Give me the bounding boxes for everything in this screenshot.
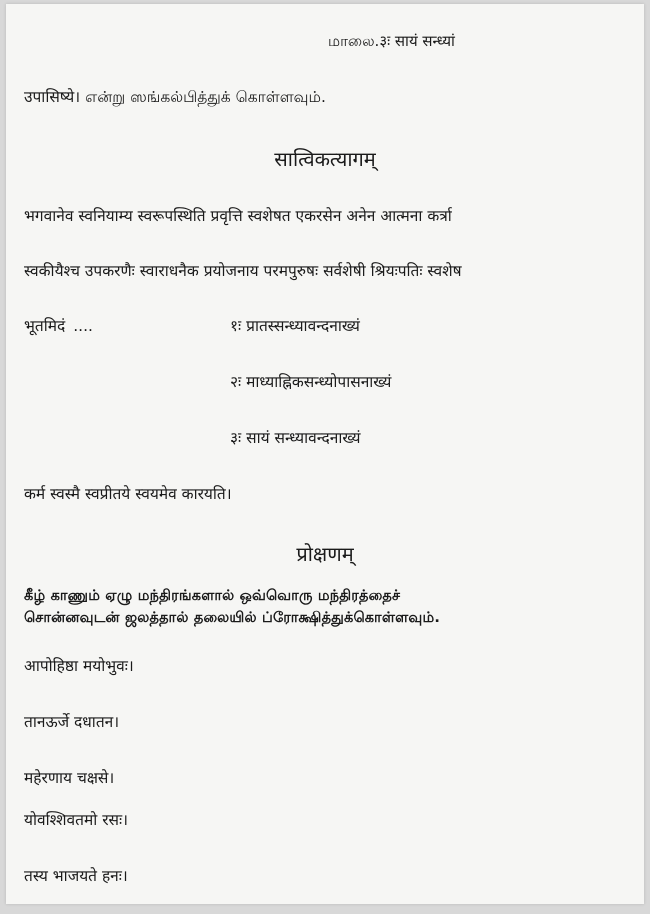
mantra-line: तानऊर्जे दधातन। — [24, 713, 120, 731]
option-midday: २ः माध्याह्निकसन्ध्योपासनाख्यं — [230, 373, 392, 391]
section-heading-satvikatyagam: सात्विकत्यागम् — [274, 147, 376, 171]
document-page — [6, 4, 644, 904]
body-line-3 — [24, 317, 93, 336]
closing-line: कर्म स्वस्मै स्वप्रीतये स्वयमेव कारयति। — [24, 485, 232, 503]
mantra-line: आपोहिष्ठा मयोभुवः। — [24, 657, 134, 675]
mantra-line: तस्य भाजयते हनः। — [24, 867, 128, 885]
ellipsis: .... — [73, 317, 93, 335]
page-header: மாலை.३ः सायं सन्ध्यां — [328, 32, 455, 50]
section-heading-prokshanam: प्रोक्षणम् — [296, 542, 354, 566]
mantra-line: महेरणाय चक्षसे। — [24, 769, 115, 787]
intro-line: उपासिष्ये। என்று ஸங்கல்பித்துக் கொள்ளவும். — [24, 88, 326, 106]
body-line-2: स्वकीयैश्च उपकरणैः स्वाराधनैक प्रयोजनाय परमपुरुषः सर्वशेषी श्रियःपतिः स्वशेष — [24, 262, 462, 280]
tamil-instruction-line-2: சொன்னவுடன் ஜலத்தால் தலையில் ப்ரோக்ஷித்துக்கொள்ளவும். — [24, 610, 441, 626]
tamil-instruction-line-1: கீழ் காணும் ஏழு மந்திரங்களால் ஒவ்வொரு மந்திரத்தைச் — [24, 588, 401, 604]
body-line-3-lead: भूतमिदं — [24, 317, 66, 335]
option-evening: ३ः सायं सन्ध्यावन्दनाख्यं — [230, 429, 361, 447]
mantra-line: योवश्शिवतमो रसः। — [24, 811, 129, 829]
option-morning: १ः प्रातस्सन्ध्यावन्दनाख्यं — [230, 317, 360, 335]
body-line-1: भगवानेव स्वनियाम्य स्वरूपस्थिति प्रवृत्ति स्वशेषत एकरसेन अनेन आत्मना कर्त्रा — [24, 207, 452, 225]
